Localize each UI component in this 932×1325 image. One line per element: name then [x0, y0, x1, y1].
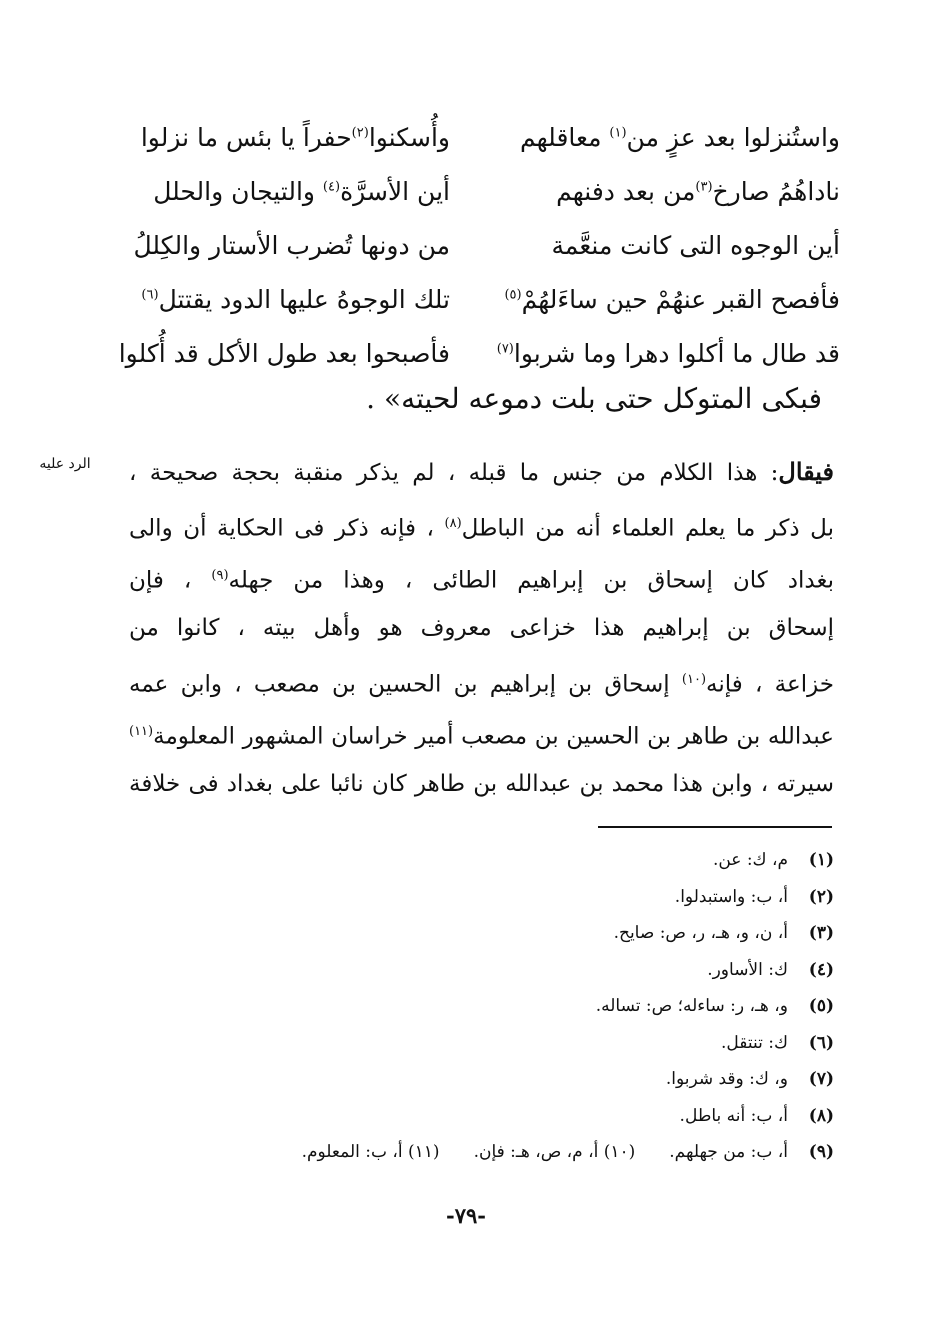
footnote-marker: (٧): [496, 341, 514, 357]
footnote-text: أ، ب: من جهلهم.: [669, 1142, 788, 1162]
footnote-marker: (٣): [695, 179, 713, 195]
prose-line: [129, 550, 834, 602]
prose-text: خزاعة ، فإنه: [706, 671, 834, 698]
footnote-marker: (١١): [129, 724, 154, 739]
prose-text: بل ذكر ما يعلم العلماء أنه من الباطل: [461, 515, 835, 542]
narrative-conclusion: فبكى المتوكل حتى بلت دموعه لحيته» .: [366, 382, 822, 415]
footnote-number: (٣): [808, 923, 834, 943]
verse-text: قد طال ما أكلوا دهرا وما شربوا: [513, 338, 840, 368]
prose-text: إسحاق بن إبراهيم بن الحسين بن مصعب ، وابن عمه: [129, 671, 682, 698]
verse-text: أين الأسرَّة: [340, 176, 450, 206]
verse-text: وأُسكنوا: [368, 122, 450, 152]
footnote: [134, 988, 834, 1025]
prose-text: سيرته ، وابن هذا محمد بن عبدالله بن طاهر كان نائبا على بغداد فى خلافة: [129, 771, 834, 797]
verse-text: ناداهُمُ صارخ: [712, 176, 840, 206]
footnote-combined: [134, 1134, 834, 1171]
verse-text: من بعد دفنهم: [556, 176, 696, 206]
verse-first-hemistich: [504, 284, 840, 314]
footnote: [134, 1061, 834, 1098]
verse-second-hemistich: [120, 177, 450, 206]
footnotes: [134, 842, 834, 1171]
footnote: [134, 915, 834, 952]
footnote: [134, 879, 834, 916]
footnote-text: و، ك: وقد شربوا.: [665, 1069, 788, 1089]
footnote-separator: [598, 826, 832, 828]
verse-text: فأفصح القبر عنهُمْ حين ساءَلهُمْ: [521, 284, 840, 314]
prose-line: [129, 498, 834, 550]
footnote-text: أ، ب: أنه باطل.: [679, 1105, 788, 1126]
prose-line: [129, 706, 834, 758]
footnote-marker: (٥): [504, 287, 522, 303]
footnote-text: ك: تنتقل.: [720, 1032, 788, 1053]
verse-second-hemistich: [120, 231, 450, 260]
footnote-marker: (٢): [351, 125, 369, 141]
verse-first-hemistich: [510, 123, 840, 152]
verse-first-hemistich: [496, 338, 840, 368]
prose-line: [129, 602, 834, 654]
footnote-marker: (٨): [444, 516, 462, 531]
verse: [120, 272, 840, 326]
footnote-text: ك: الأساور.: [707, 959, 788, 980]
prose-text: إسحاق بن إبراهيم هذا خزاعى معروف هو وأهل بيته ، كانوا من: [129, 615, 834, 641]
prose-text: ، فإنه ذكر فى الحكاية أن والى: [129, 515, 445, 542]
footnote-text: م، ك: عن.: [712, 850, 788, 870]
footnote: [134, 952, 834, 989]
footnote: [134, 1098, 834, 1135]
prose-line: [129, 654, 834, 706]
verse-second-hemistich: [120, 123, 450, 152]
verse-text: تلك الوجوهُ عليها الدود يقتتل: [158, 284, 450, 314]
footnote-number: (٤): [808, 959, 834, 980]
footnote-number: (٢): [808, 886, 834, 907]
footnote-marker: (٦): [141, 287, 159, 303]
footnote-number: (١٠): [603, 1142, 636, 1162]
verse-text: من دونها تُضرب الأستار والكِللُ: [133, 230, 450, 260]
verse-text: حفراً يا بئس ما نزلوا: [140, 122, 352, 152]
footnote: [134, 842, 834, 879]
lead-word: فيقال: [778, 457, 834, 486]
prose-line: [129, 758, 834, 810]
footnote: [134, 1025, 834, 1062]
margin-note: الرد عليه: [39, 456, 91, 472]
footnote-number: (٩): [808, 1142, 834, 1162]
footnote-number: (١١): [408, 1142, 440, 1162]
footnote-text: أ، ن، و، هـ، ر، ص: صايح.: [613, 923, 788, 943]
footnote-number: (٦): [808, 1032, 834, 1053]
footnote-text: أ، ب: واستبدلوا.: [674, 886, 788, 907]
verse-text: أين الوجوه التى كانت منعَّمة: [551, 230, 840, 260]
verse: [120, 110, 840, 164]
footnote-number: (٧): [808, 1069, 834, 1089]
verse-text: معاقلهم: [520, 122, 610, 152]
verse-second-hemistich: [120, 339, 450, 368]
prose-text: عبدالله بن طاهر بن الحسين بن مصعب أمير خراسان المشهور المعلومة: [153, 723, 834, 750]
footnote-text: أ، م، ص، هـ: فإن.: [473, 1142, 599, 1162]
verse-first-hemistich: [510, 231, 840, 260]
verse: [120, 326, 840, 380]
page-number: -٧٩-: [446, 1203, 486, 1228]
footnote-text: أ، ب: المعلوم.: [301, 1142, 403, 1162]
verse: [120, 164, 840, 218]
verse-text: فأصبحوا بعد طول الأكل قد أُكلوا: [118, 338, 450, 368]
footnote-number: (١): [808, 850, 834, 870]
footnote-number: (٨): [808, 1105, 834, 1126]
footnote-text: و، هـ، ر: ساءله؛ ص: تساله.: [595, 996, 788, 1016]
prose-text: : هذا الكلام من جنس ما قبله ، لم يذكر منقبة بحجة صحيحة ،: [129, 460, 779, 486]
footnote-marker: (١): [609, 125, 627, 141]
footnote-marker: (١٠): [681, 672, 707, 687]
footnote-number: (٥): [808, 996, 834, 1016]
verse-text: واستُنزلوا بعد عزٍ من: [626, 122, 840, 152]
verse-text: والتيجان والحلل: [153, 176, 323, 206]
prose-text: ، فإن: [129, 567, 212, 594]
verse: [120, 218, 840, 272]
prose-line: [129, 446, 834, 498]
footnote-marker: (٤): [322, 179, 341, 195]
poem-block: [120, 110, 840, 380]
footnote-marker: (٩): [211, 568, 229, 583]
verse-second-hemistich: [120, 285, 450, 314]
verse-first-hemistich: [510, 177, 840, 206]
prose-text: بغداد كان إسحاق بن إبراهيم الطائى ، وهذا من جهله: [228, 567, 834, 594]
prose-block: [129, 446, 834, 810]
